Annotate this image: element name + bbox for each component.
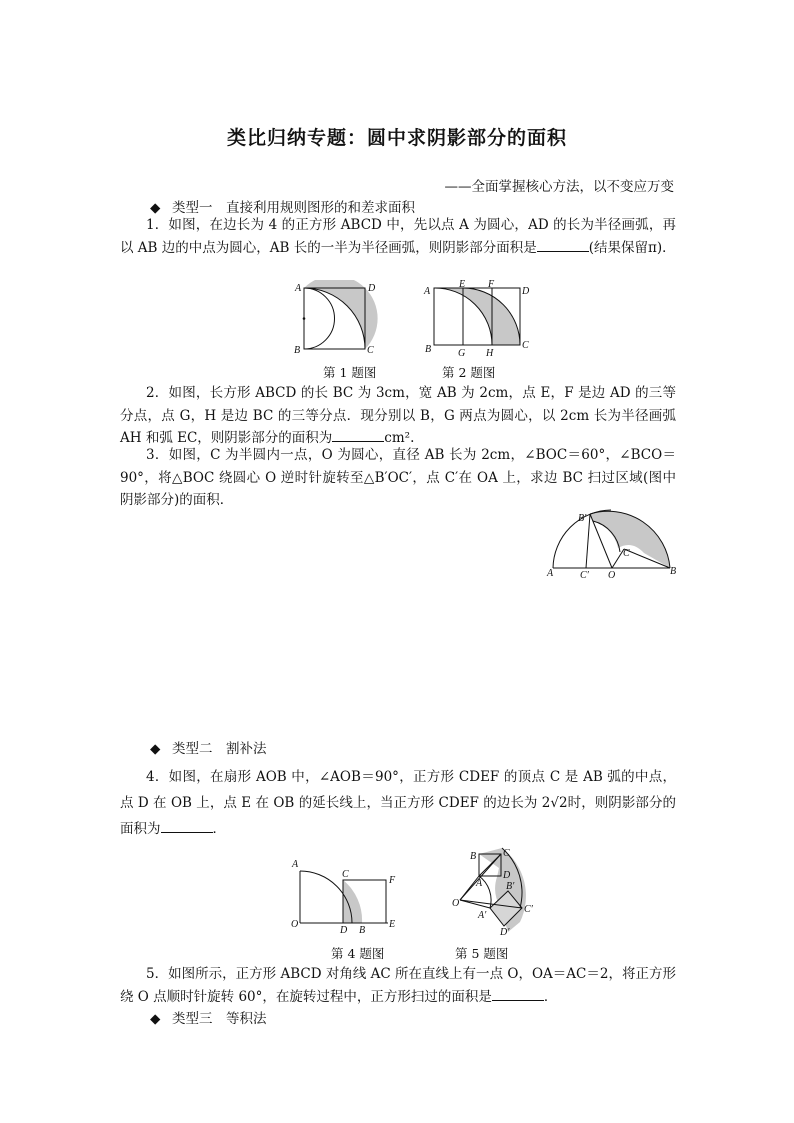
problem-2-text-end: cm².: [384, 430, 415, 446]
section-type-2: [150, 737, 267, 757]
problem-1: [120, 214, 676, 259]
section-label: 类型二 割补法: [172, 741, 267, 757]
diamond-bullet-icon: ◆: [150, 741, 161, 757]
fig3-label: O: [608, 570, 616, 580]
fig4-shade: [343, 880, 362, 923]
section-type-3: [150, 1007, 267, 1027]
fig2-caption: 第 2 题图: [442, 365, 496, 380]
fig2-label: A: [424, 286, 431, 297]
fig2-label: D: [522, 286, 530, 297]
fig5-line-oc: [460, 854, 501, 900]
fig4-caption: 第 4 题图: [331, 946, 385, 961]
fig3-label: A: [547, 568, 554, 579]
fig5-label: C: [503, 848, 510, 859]
fig2-label: B: [425, 344, 432, 355]
problem-5-text: 5．如图所示，正方形 ABCD 对角线 AC 所在直线上有一点 O，OA＝AC＝2，将正方形绕 O 点顺时针旋转 60°，在旋转过程中，正方形扫过的面积是: [120, 966, 676, 1005]
fig3-label: B′: [578, 513, 587, 524]
fig5-caption: 第 5 题图: [455, 946, 509, 961]
fig4-label: B: [359, 925, 366, 935]
page-title: 类比归纳专题：圆中求阴影部分的面积: [226, 127, 567, 149]
fig1-midpoint: [303, 317, 306, 320]
section-label: 类型三 等积法: [172, 1011, 267, 1027]
problem-2: [120, 382, 676, 450]
fig1-label: D: [368, 283, 376, 294]
fig5-label: A′: [478, 910, 487, 921]
answer-blank: [332, 429, 384, 442]
fig3-label: B: [670, 566, 677, 577]
answer-blank: [161, 820, 213, 833]
fig2-label: H: [486, 348, 494, 359]
fig1-caption: 第 1 题图: [323, 365, 377, 380]
figure-2: [420, 280, 535, 360]
fig5-label: D: [503, 870, 511, 881]
fig1-arc-small: [304, 288, 335, 349]
fig3-label: C: [623, 548, 630, 559]
problem-4-text: 4．如图，在扇形 AOB 中，∠AOB＝90°，正方形 CDEF 的顶点 C 是 AB 弧的中点，点 D 在 OB 上，点 E 在 OB 的延长线上，当正方形 CDEF 的边长为 2√2时，则阴影部分的面积为: [120, 769, 676, 837]
section-type-1: [150, 196, 415, 216]
fig5-label: D′: [500, 927, 510, 937]
problem-1-text: 1．如图，在边长为 4 的正方形 ABCD 中，先以点 A 为圆心，AD 的长为半径画弧，再以 AB 边的中点为圆心，AB 长的一半为半径画弧，则阴影部分面积是: [120, 217, 676, 256]
fig5-label: B′: [506, 881, 515, 892]
fig5-label: C′: [524, 904, 533, 915]
answer-blank: [492, 988, 544, 1001]
fig4-label: C: [342, 869, 349, 880]
fig2-label: F: [488, 280, 495, 290]
fig4-label: F: [389, 875, 396, 886]
fig4-label: A: [292, 859, 299, 870]
fig2-label: E: [459, 280, 466, 290]
fig2-label: G: [458, 348, 466, 359]
fig4-label: O: [291, 919, 299, 930]
page-subtitle: ——全面掌握核心方法，以不变应万变: [444, 179, 674, 195]
fig3-label: C′: [580, 570, 589, 580]
problem-4: [120, 764, 676, 842]
diamond-bullet-icon: ◆: [150, 200, 161, 216]
problem-4-text-end: ．: [212, 821, 226, 837]
figure-4: [288, 853, 403, 935]
section-label: 类型一 直接利用规则图形的和差求面积: [172, 200, 415, 216]
fig3-line-b-c: [586, 514, 590, 568]
fig1-label: B: [294, 345, 301, 356]
figure-3: [545, 508, 685, 580]
fig5-label: O: [452, 898, 460, 909]
problem-5: [120, 963, 676, 1008]
fig3-shade: [590, 511, 670, 568]
problem-1-text-end: (结果保留π)．: [588, 239, 676, 256]
figure-1: [292, 280, 382, 360]
fig2-label: C: [522, 340, 529, 351]
problem-3: [120, 444, 676, 512]
diamond-bullet-icon: ◆: [150, 1011, 161, 1027]
fig5-line-oa2: [460, 900, 490, 908]
problem-5-text-end: ．: [543, 988, 558, 1005]
answer-blank: [537, 239, 589, 252]
fig4-label: D: [340, 925, 348, 935]
fig1-label: A: [295, 283, 302, 294]
fig2-shade: [434, 288, 520, 345]
problem-3-text: 3．如图，C 为半圆内一点，O 为圆心，直径 AB 长为 2cm，∠BOC＝60°，∠BCO＝90°，将△BOC 绕圆心 O 逆时针旋转至△B′OC′，点 C′在 OA 上，求边 BC 扫过区域(图中阴影部分)的面积．: [120, 447, 676, 508]
problem-2-text: 2．如图，长方形 ABCD 的长 BC 为 3cm，宽 AB 为 2cm，点 E，F 是边 AD 的三等分点，点 G，H 是边 BC 的三等分点．现分别以 B，G 两点为圆心，以 2cm 长为半径画弧 AH 和弧 EC，则阴影部分的面积为: [120, 385, 676, 446]
fig5-label: B: [470, 851, 477, 862]
figure-5: [450, 842, 545, 937]
fig1-label: C: [367, 345, 374, 356]
fig4-label: E: [389, 919, 396, 930]
fig5-label: A: [476, 878, 483, 889]
